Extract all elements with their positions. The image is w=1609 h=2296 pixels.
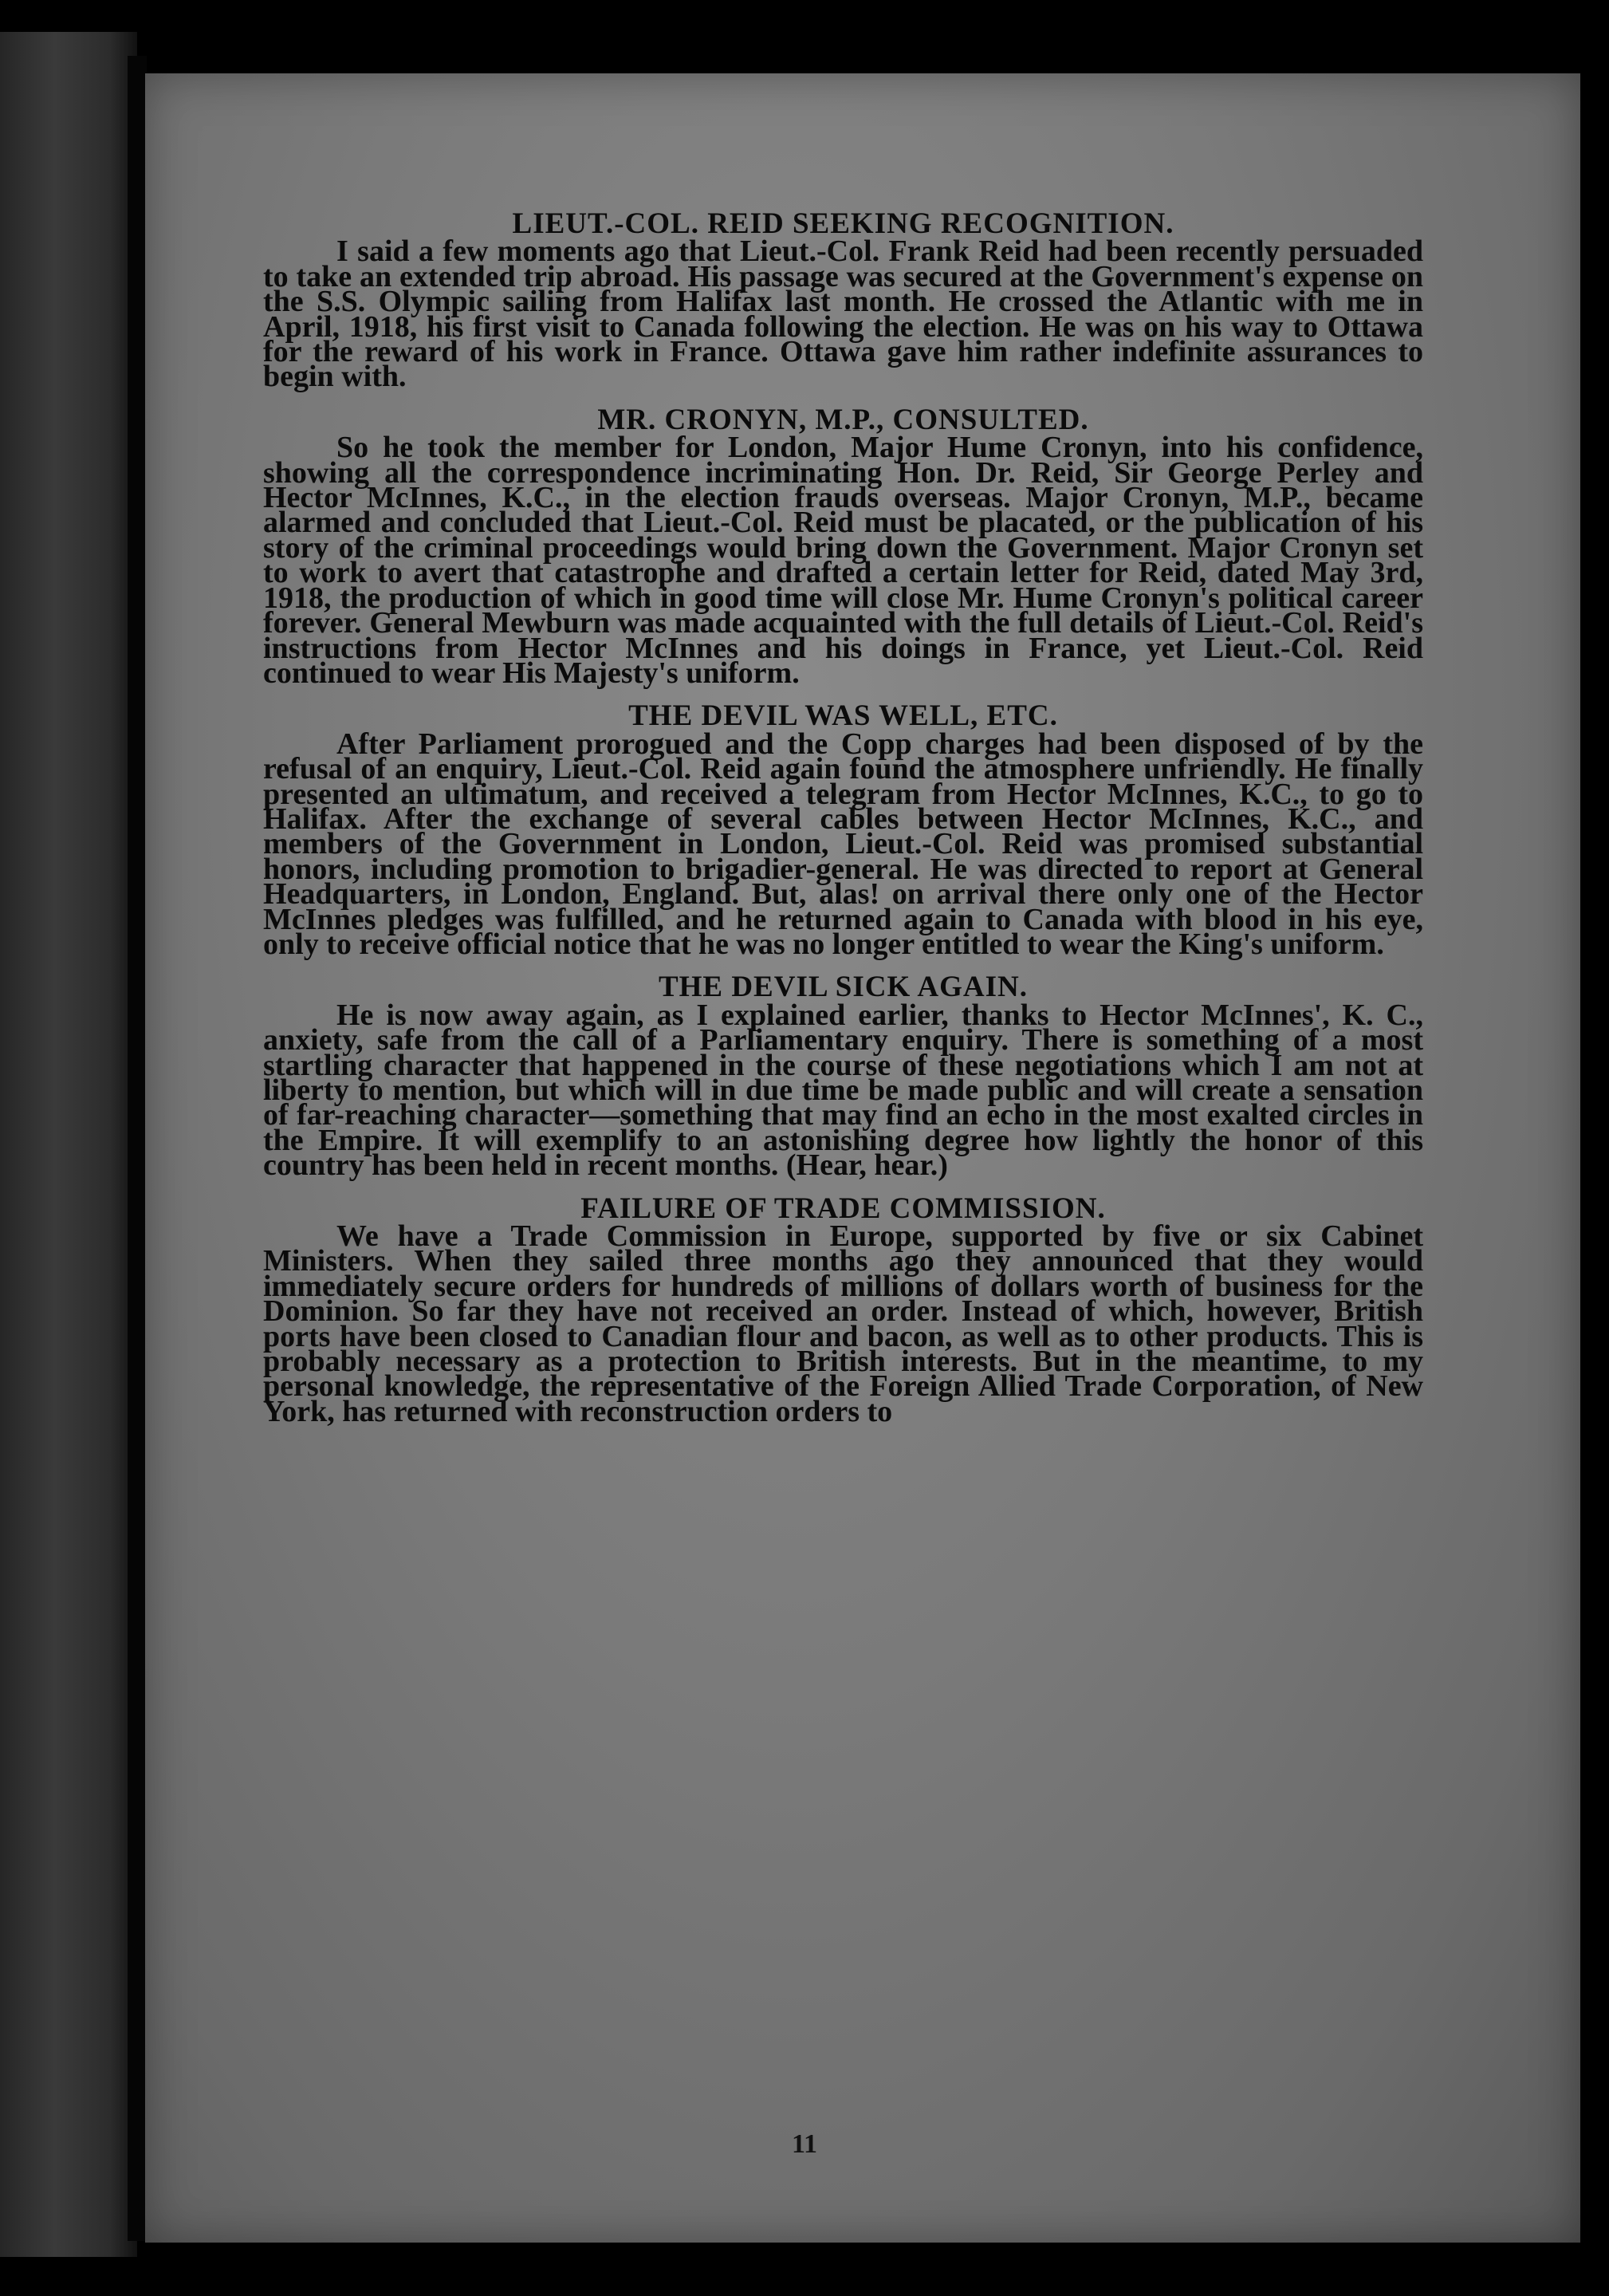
book-gutter — [128, 56, 147, 2241]
page-text — [263, 207, 1423, 1428]
section-heading: THE DEVIL WAS WELL, ETC. — [628, 699, 1058, 733]
section-paragraph: I said a few moments ago that Lieut.-Col. Frank Reid had been recently persuaded to take an extended trip abroad. His passage was secured at the Government's expense on the S.S. Olympic sailing from Halifax last month. He crossed the Atlantic with me in April, 1918, his first visit to Canada following the election. He was on his way to Ottawa for the reward of his work in France. Ottawa gave him rather indefinite assurances to begin with. — [263, 234, 1423, 394]
section-paragraph: He is now away again, as I explained earlier, thanks to Hector McInnes', K. C., anxiety, safe from the call of a Parliamentary enquiry. There is something of a most startling character that happened in the course of these negotiations which I am not at liberty to mention, but which will in due time be made public and will create a sensation of far-reaching character—something that may find an echo in the most exalted circles in the Empire. It will exemplify to an astonishing degree how lightly the honor of this country has been held in recent months. (Hear, hear.) — [263, 998, 1423, 1183]
section-heading: LIEUT.-COL. REID SEEKING RECOGNITION. — [512, 207, 1174, 240]
section-paragraph: We have a Trade Commission in Europe, supported by five or six Cabinet Ministers. When they sailed three months ago they announced that they would immediately secure orders for hundreds of millions of dollars worth of business for the Dominion. So far they have not received an order. Instead of which, however, British ports have been closed to Canadian flour and bacon, as well as to other products. This is probably necessary as a protection to British interests. But in the meantime, to my personal knowledge, the representative of the Foreign Allied Trade Corporation, of New York, has returned with reconstruction orders to — [263, 1219, 1423, 1428]
section-heading: THE DEVIL SICK AGAIN. — [658, 971, 1029, 1004]
section-paragraph: So he took the member for London, Major Hume Cronyn, into his confidence, showing all the correspondence incriminating Hon. Dr. Reid, Sir George Perley and Hector McInnes, K.C., in the election frauds overseas. Major Cronyn, M.P., became alarmed and concluded that Lieut.-Col. Reid must be placated, or the publication of his story of the criminal proceedings would bring down the Government. Major Cronyn set to work to avert that catastrophe and drafted a certain letter for Reid, dated May 3rd, 1918, the production of which in good time will close Mr. Hume Cronyn's political career forever. General Mewburn was made acquainted with the full details of Lieut.-Col. Reid's instructions from Hector McInnes and his doings in France, yet Lieut.-Col. Reid continued to wear His Majesty's uniform. — [263, 431, 1423, 690]
section-paragraph: After Parliament prorogued and the Copp charges had been disposed of by the refusal of an enquiry, Lieut.-Col. Reid again found the atmosphere unfriendly. He finally presented an ultimatum, and received a telegram from Hector McInnes, K.C., to go to Halifax. After the exchange of several cables between Hector McInnes, K.C., and members of the Government in London, Lieut.-Col. Reid was promised substantial honors, including promotion to brigadier-general. He was directed to report at General Headquarters, in London, England. But, alas! on arrival there only one of the Hector McInnes pledges was fulfilled, and he returned again to Canada with blood in his eye, only to receive official notice that he was no longer entitled to wear the King's uniform. — [263, 727, 1423, 961]
section-heading: FAILURE OF TRADE COMMISSION. — [580, 1191, 1106, 1225]
section-heading: MR. CRONYN, M.P., CONSULTED. — [597, 403, 1089, 436]
page-number: 11 — [791, 2129, 818, 2159]
facing-page-edge — [0, 32, 137, 2257]
